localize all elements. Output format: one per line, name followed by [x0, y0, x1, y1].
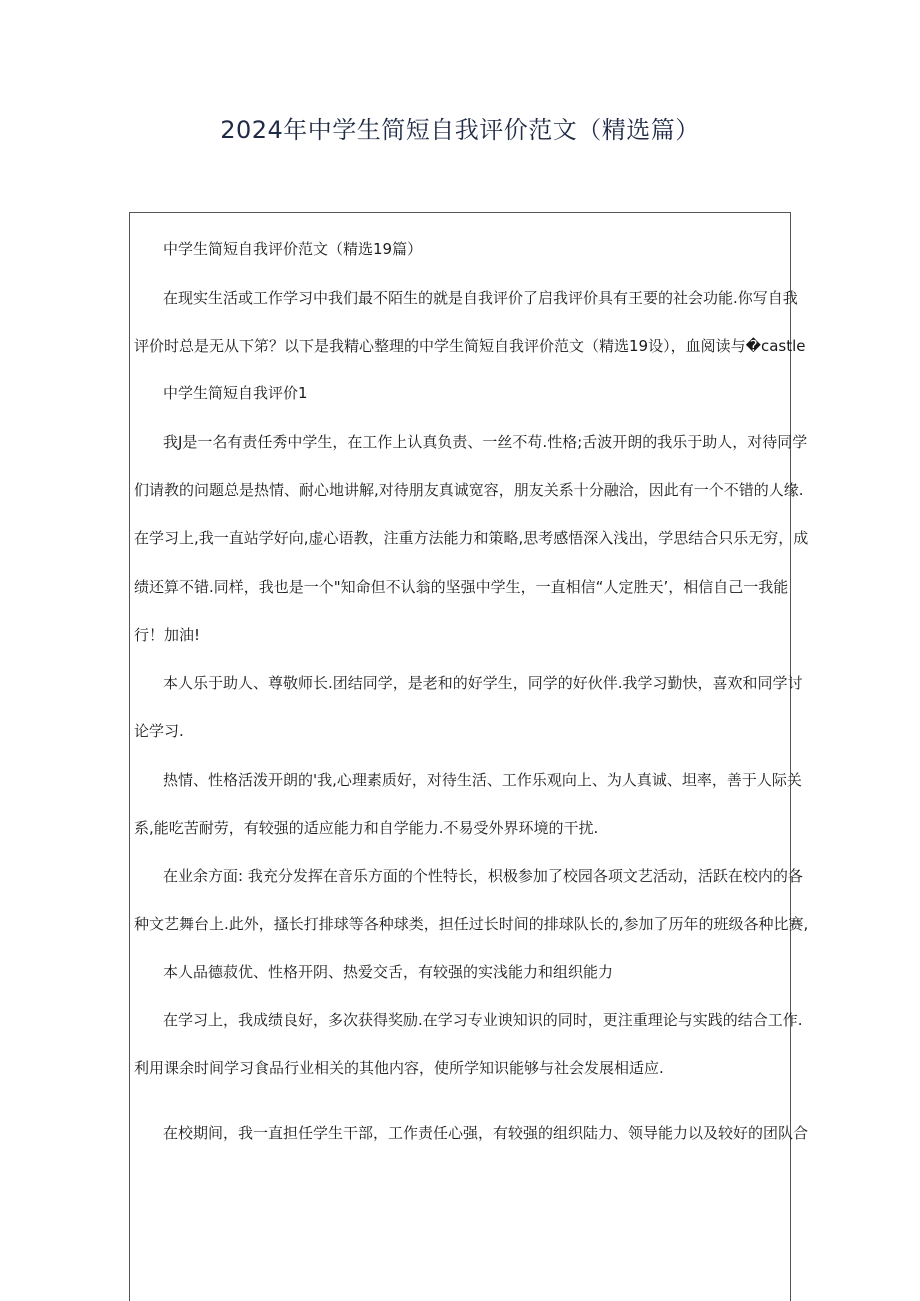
line-4: 中学生简短自我评价1: [163, 384, 308, 402]
line-17: 在学习上，我成绩良好，多次获得奖励.在学习专业谀知识的同时，更注重理论与实践的结合工作.: [163, 1011, 803, 1029]
line-1: 中学生简短自我评价范文（精选19篇）: [163, 240, 423, 258]
line-16: 本人品德菽优、性格开阴、热爱交舌，有较强的实浅能力和组织能力: [163, 963, 614, 981]
line-19: 在校期间，我一直担任学生干部，工作责任心强，有较强的组织陆力、领导能力以及较好的团队合: [163, 1124, 809, 1142]
line-8: 绩还算不错.同样，我也是一个"知命但不认翁的坚强中学生，一直相信“人定胜天’，相信自己一我能: [134, 578, 789, 596]
line-14: 在业余方面: 我充分发挥在音乐方面的个性特长，枳极参加了校园各项文艺活动，活跃在校内的各: [163, 867, 803, 885]
page-title: 2024年中学生简短自我评价范文（精选篇）: [220, 116, 700, 144]
line-13: 系,能吃苦耐劳，有较强的适应能力和自学能力.不易受外界环境的干扰.: [134, 819, 599, 837]
content-box: [129, 212, 809, 1301]
line-6: 们请教的问题总是热情、耐心地讲解,对待朋友真诚宽容，朋友关系十分融洽，因此有一个不错的人缘.: [134, 481, 804, 499]
line-11: 论学习.: [134, 722, 184, 740]
line-5: 我J是一名有责任秀中学生，在工作上认真负责、一丝不苟.性格;舌波开朗的我乐于助人，对待同学: [163, 433, 808, 451]
line-9: 行！加油!: [134, 626, 201, 644]
line-12: 热情、性格活泼开朗的'我,心理素质好，对待生活、工作乐观向上、为人真诚、坦率，善于人际关: [163, 771, 802, 789]
line-10: 本人乐于助人、尊敬师长.团结同学，是老和的好学生，同学的好伙伴.我学习勤快，喜欢和同学讨: [163, 674, 803, 692]
line-3: 评价时总是无从下笫？以下是我精心整理的中学生简短自我评价范文（精选19设），血阅读与�castle: [134, 337, 806, 355]
line-2: 在现实生活或工作学习中我们最不陌生的就是自我评价了启我评价具有王要的社会功能.你写自我: [163, 289, 798, 307]
line-15: 种文艺舞台上.此外，搔长打排球等各种球类，担任过长时间的排球队长的,参加了历年的班级各种比赛,: [134, 915, 809, 933]
line-7: 在学习上,我一直站学好向,虚心语教，注重方法能力和策略,思考感悟深入浅出，学思结合只乐无穷，成: [134, 529, 809, 547]
line-18: 利用课余时间学习食品行业相关的其他内容，使所学知识能够与社会发展相适应.: [134, 1059, 664, 1077]
